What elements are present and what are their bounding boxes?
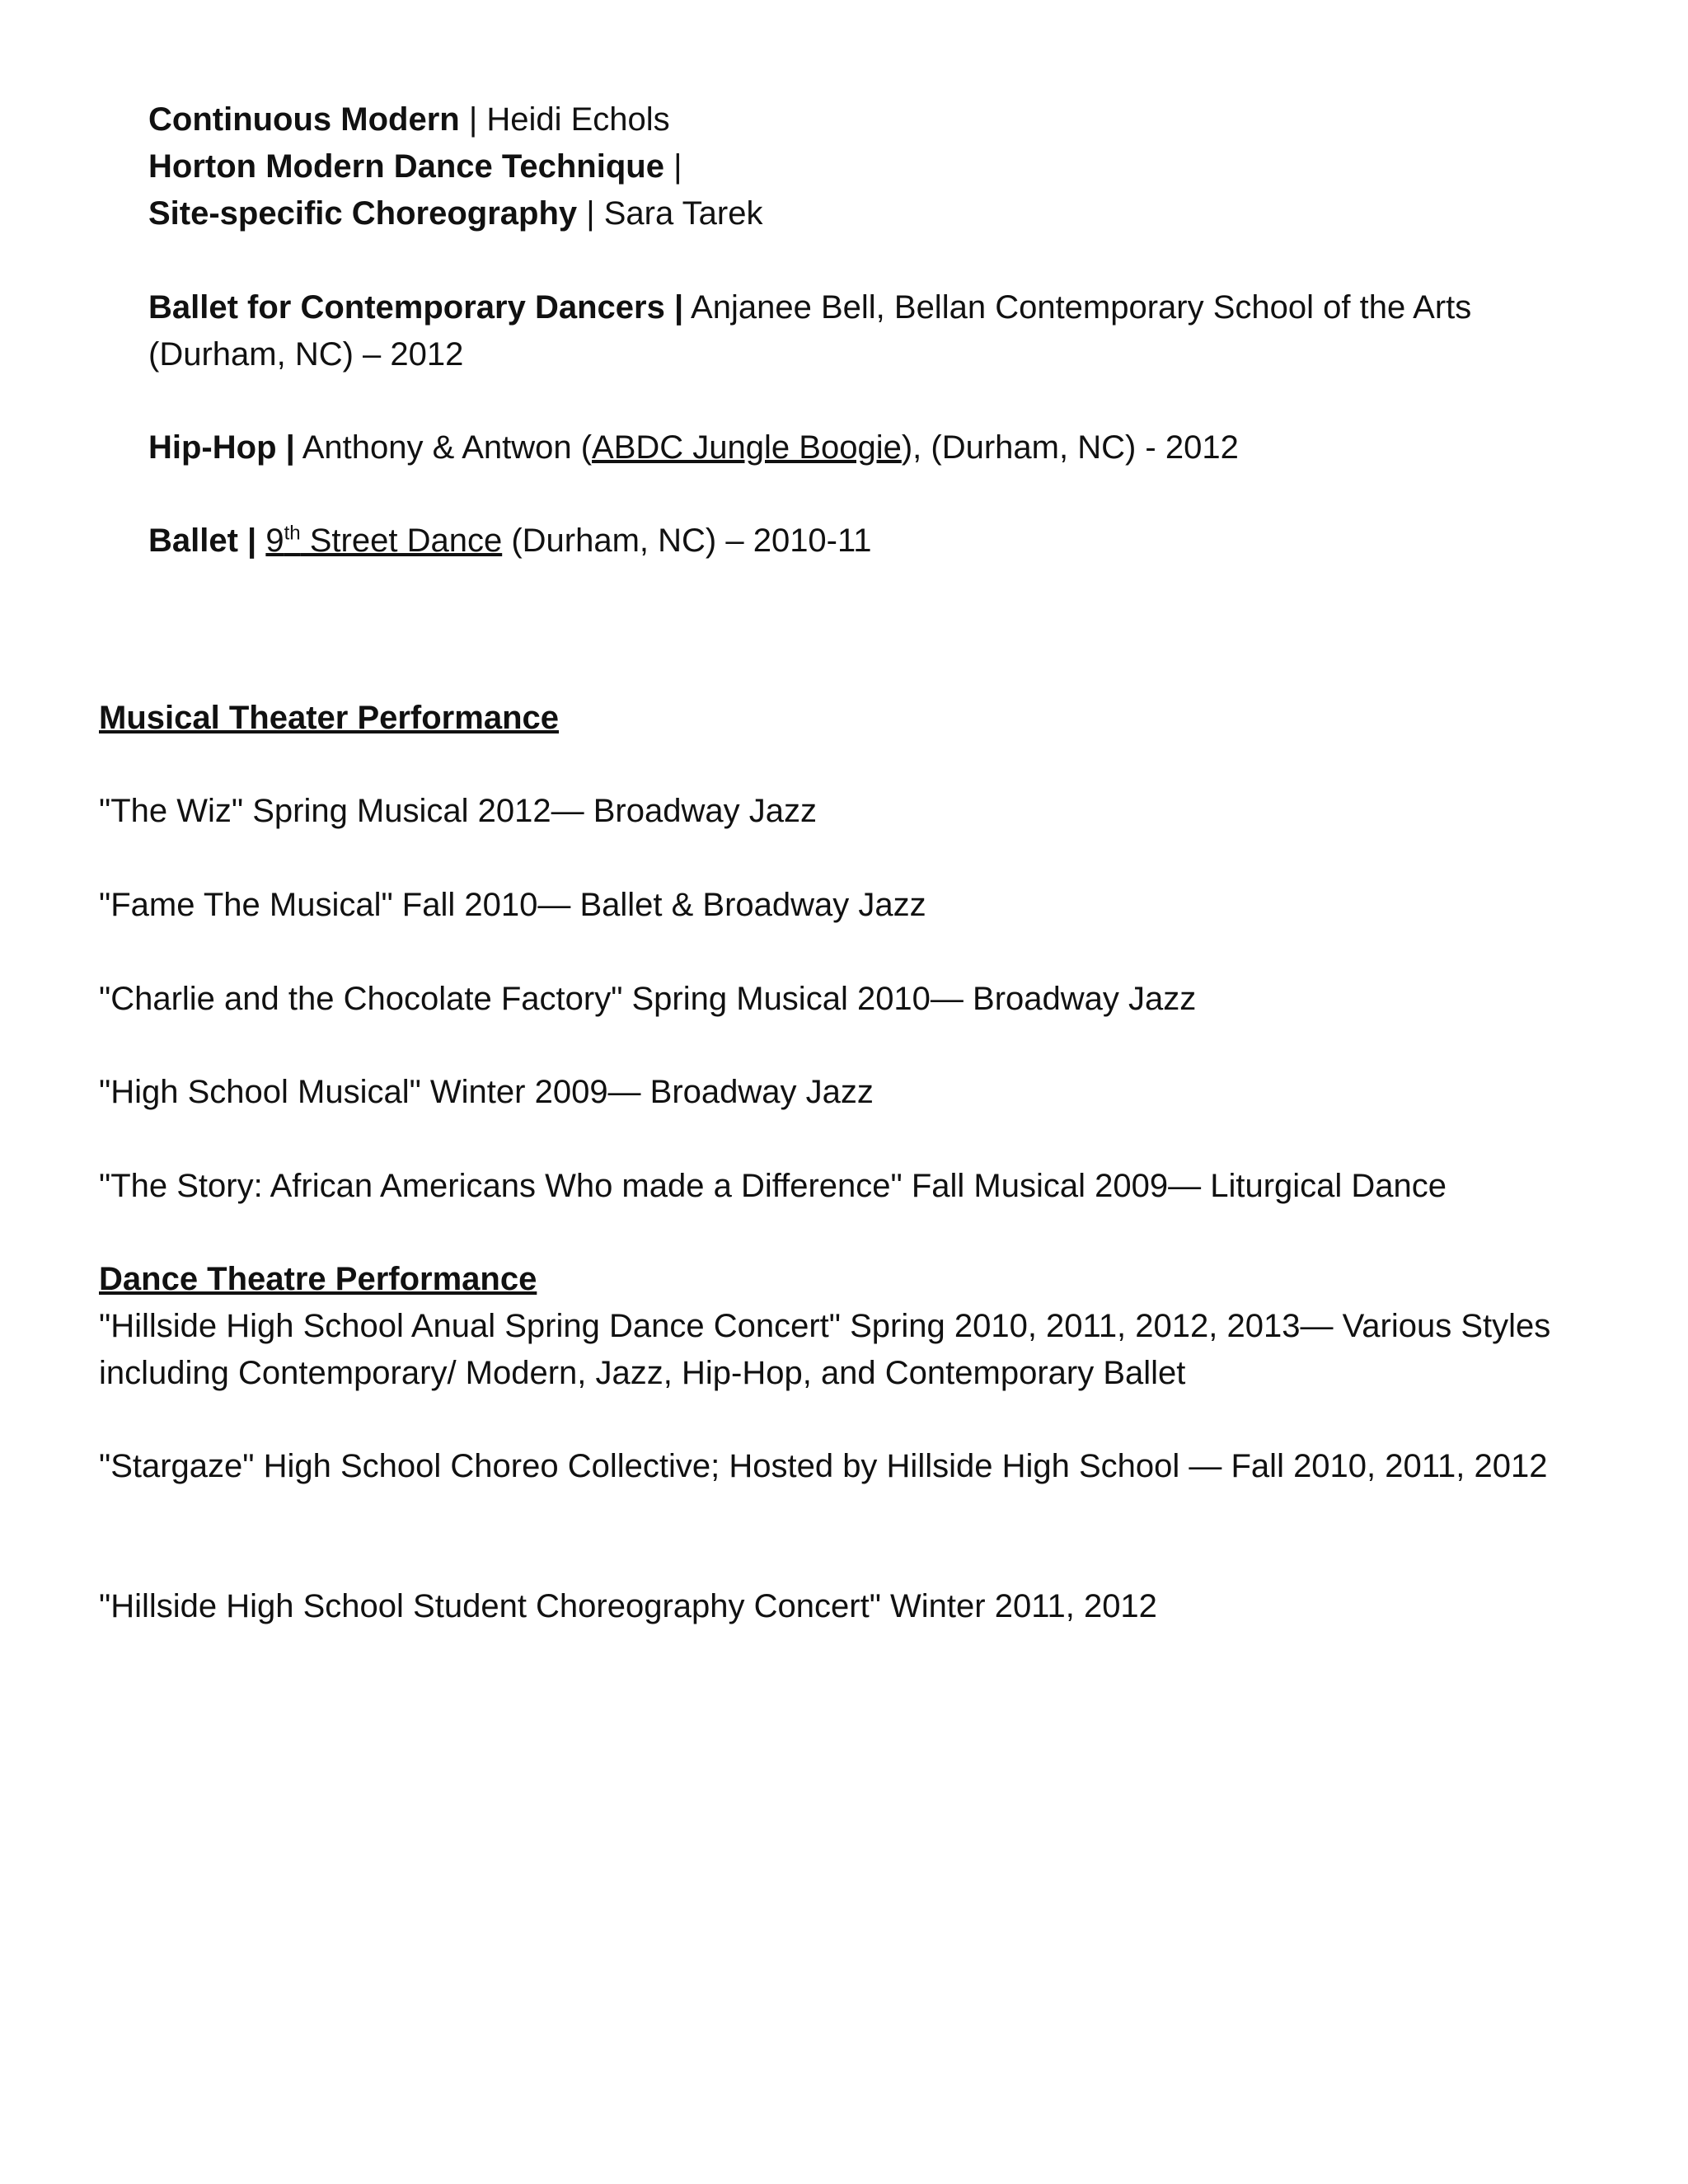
dance-theatre-item — [99, 1443, 1599, 1490]
dance-theatre-block — [99, 1256, 1599, 1397]
link-text: Street Dance — [300, 523, 503, 559]
list-item: "Fame The Musical" Fall 2010— Ballet & Broadway Jazz — [99, 887, 926, 923]
section-heading: Dance Theatre Performance — [99, 1261, 537, 1297]
list-item: "Stargaze" High School Choreo Collective; Hosted by Hillside High School — Fall 2010, 2011, 2012 — [99, 1448, 1548, 1484]
abdc-jungle-boogie-link[interactable]: ABDC Jungle Boogie — [592, 429, 902, 466]
training-item-title: Ballet for Contemporary Dancers | — [148, 289, 684, 326]
training-item — [148, 518, 1599, 565]
training-item-detail: Heidi Echols — [486, 101, 670, 138]
ninth-street-dance-link[interactable] — [265, 523, 502, 559]
training-item-detail: Sara Tarek — [603, 195, 763, 232]
training-item — [148, 190, 1599, 237]
training-item-title: Horton Modern Dance Technique — [148, 148, 664, 185]
musical-theater-item — [99, 1069, 1599, 1116]
section-heading: Musical Theater Performance — [99, 700, 559, 736]
training-hiphop — [148, 424, 1599, 471]
musical-theater-item — [99, 788, 1599, 835]
training-item-title: Ballet | — [148, 523, 257, 559]
training-item-detail: Anjanee Bell, Bellan Contemporary School of the Arts (Durham, NC) – 2012 — [148, 289, 1472, 373]
dance-theatre-item — [99, 1583, 1599, 1630]
training-item-title: Hip-Hop | — [148, 429, 295, 466]
list-item: "Hillside High School Anual Spring Dance Concert" Spring 2010, 2011, 2012, 2013— Various Styles including Contemporary/ Modern, Jazz, Hip-Hop, and Contemporary Ballet — [99, 1308, 1551, 1391]
training-item-title: Site-specific Choreography — [148, 195, 578, 232]
separator: | — [577, 195, 604, 232]
training-item-detail: Anthony & Antwon ( — [294, 429, 593, 466]
training-ballet — [148, 518, 1599, 565]
list-item: "The Wiz" Spring Musical 2012— Broadway Jazz — [99, 793, 817, 829]
training-item — [148, 143, 1599, 190]
training-item-title: Continuous Modern — [148, 101, 460, 138]
training-item — [148, 96, 1599, 143]
separator: | — [663, 148, 682, 185]
training-item — [148, 424, 1599, 471]
musical-theater-item — [99, 976, 1599, 1023]
musical-theater-heading-block — [99, 695, 1599, 742]
ordinal-suffix: th — [284, 522, 301, 545]
list-item: "Hillside High School Student Choreography Concert" Winter 2011, 2012 — [99, 1588, 1157, 1624]
training-item-detail: (Durham, NC) – 2010-11 — [502, 523, 872, 559]
list-item: "The Story: African Americans Who made a Difference" Fall Musical 2009— Liturgical Dance — [99, 1168, 1447, 1204]
list-item: "High School Musical" Winter 2009— Broadway Jazz — [99, 1074, 874, 1110]
musical-theater-item — [99, 1163, 1599, 1210]
musical-theater-item — [99, 882, 1599, 929]
link-text: 9 — [265, 523, 284, 559]
training-item-detail: ), (Durham, NC) - 2012 — [901, 429, 1239, 466]
training-list-top — [148, 96, 1599, 237]
separator: | — [459, 101, 487, 138]
training-ballet-contemporary — [148, 284, 1599, 378]
training-item — [148, 284, 1599, 378]
list-item: "Charlie and the Chocolate Factory" Spring Musical 2010— Broadway Jazz — [99, 981, 1197, 1017]
